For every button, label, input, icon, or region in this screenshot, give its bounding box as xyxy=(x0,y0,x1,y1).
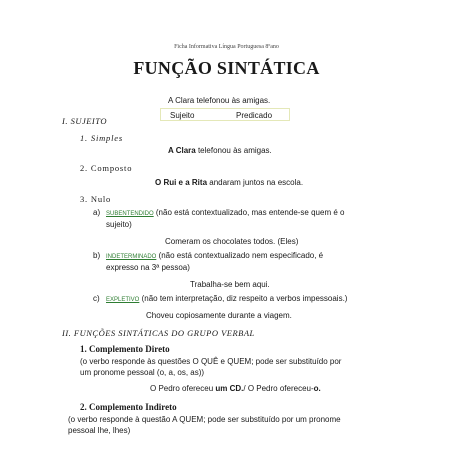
nulo-a-line1 xyxy=(106,208,344,217)
subtype-nulo-label: 3. Nulo xyxy=(80,194,112,204)
example-complemento-direto xyxy=(150,384,321,393)
complemento-indireto-label: 2. Complemento Indireto xyxy=(80,402,177,412)
example-simples-subject: A Clara xyxy=(168,146,196,155)
nulo-b-desc: (não está contextualizado nem especificado, é xyxy=(156,251,324,260)
nulo-b-line2: expresso na 3ª pessoa) xyxy=(106,263,190,272)
section-sujeito-heading: I. SUJEITO xyxy=(62,116,107,126)
page-title: FUNÇÃO SINTÁTICA xyxy=(133,58,320,78)
example-simples xyxy=(168,146,272,155)
complemento-direto-label: 1. Complemento Direto xyxy=(80,344,170,354)
example-cd-bold2: o. xyxy=(313,384,321,393)
worksheet-header: Ficha Informativa Língua Portuguesa 8ºano xyxy=(174,44,279,50)
example-expletivo: Choveu copiosamente durante a viagem. xyxy=(146,311,292,320)
complemento-direto-desc-line2: um pronome pessoal (o, a, os, as)) xyxy=(80,368,205,377)
example-indeterminado: Trabalha-se bem aqui. xyxy=(190,280,270,289)
nulo-a-desc: (não está contextualizado, mas entende-se quem é o xyxy=(153,208,345,217)
nulo-b-line1 xyxy=(106,251,323,260)
tag-indeterminado: INDETERMINADO xyxy=(106,254,157,260)
example-composto xyxy=(155,178,303,187)
tag-expletivo: EXPLETIVO xyxy=(106,297,140,303)
tag-subentendido: SUBENTENDIDO xyxy=(106,211,154,217)
nulo-c-marker: c) xyxy=(93,294,100,303)
complemento-direto-desc-line1: (o verbo responde às questões O QUÊ e QUEM; pode ser substituído por xyxy=(80,357,342,366)
subtype-composto-label: 2. Composto xyxy=(80,163,133,173)
example-sentence: A Clara telefonou às amigas. xyxy=(168,96,271,105)
example-composto-rest: andaram juntos na escola. xyxy=(207,178,304,187)
nulo-c-desc: (não tem interpretação, diz respeito a verbos impessoais.) xyxy=(139,294,348,303)
subtype-simples-label: 1. Simples xyxy=(80,133,123,143)
nulo-a-marker: a) xyxy=(93,208,101,217)
complemento-indireto-desc-line1: (o verbo responde à questão A QUEM; pode ser substituído por um pronome xyxy=(68,415,341,424)
label-subject: Sujeito xyxy=(170,111,195,120)
complemento-indireto-desc-line2: pessoal lhe, lhes) xyxy=(68,426,131,435)
nulo-c-line xyxy=(106,294,347,303)
example-subentendido: Comeram os chocolates todos. (Eles) xyxy=(165,237,299,246)
example-cd-part2: / O Pedro ofereceu- xyxy=(243,384,314,393)
label-predicate: Predicado xyxy=(236,111,273,120)
example-cd-part1: O Pedro ofereceu xyxy=(150,384,216,393)
example-cd-bold1: um CD. xyxy=(215,384,244,393)
section-grupo-verbal-heading: II. FUNÇÕES SINTÁTICAS DO GRUPO VERBAL xyxy=(62,328,255,338)
nulo-a-line2: sujeito) xyxy=(106,220,132,229)
nulo-b-marker: b) xyxy=(93,251,101,260)
example-composto-subject: O Rui e a Rita xyxy=(155,178,208,187)
example-simples-rest: telefonou às amigas. xyxy=(195,146,272,155)
